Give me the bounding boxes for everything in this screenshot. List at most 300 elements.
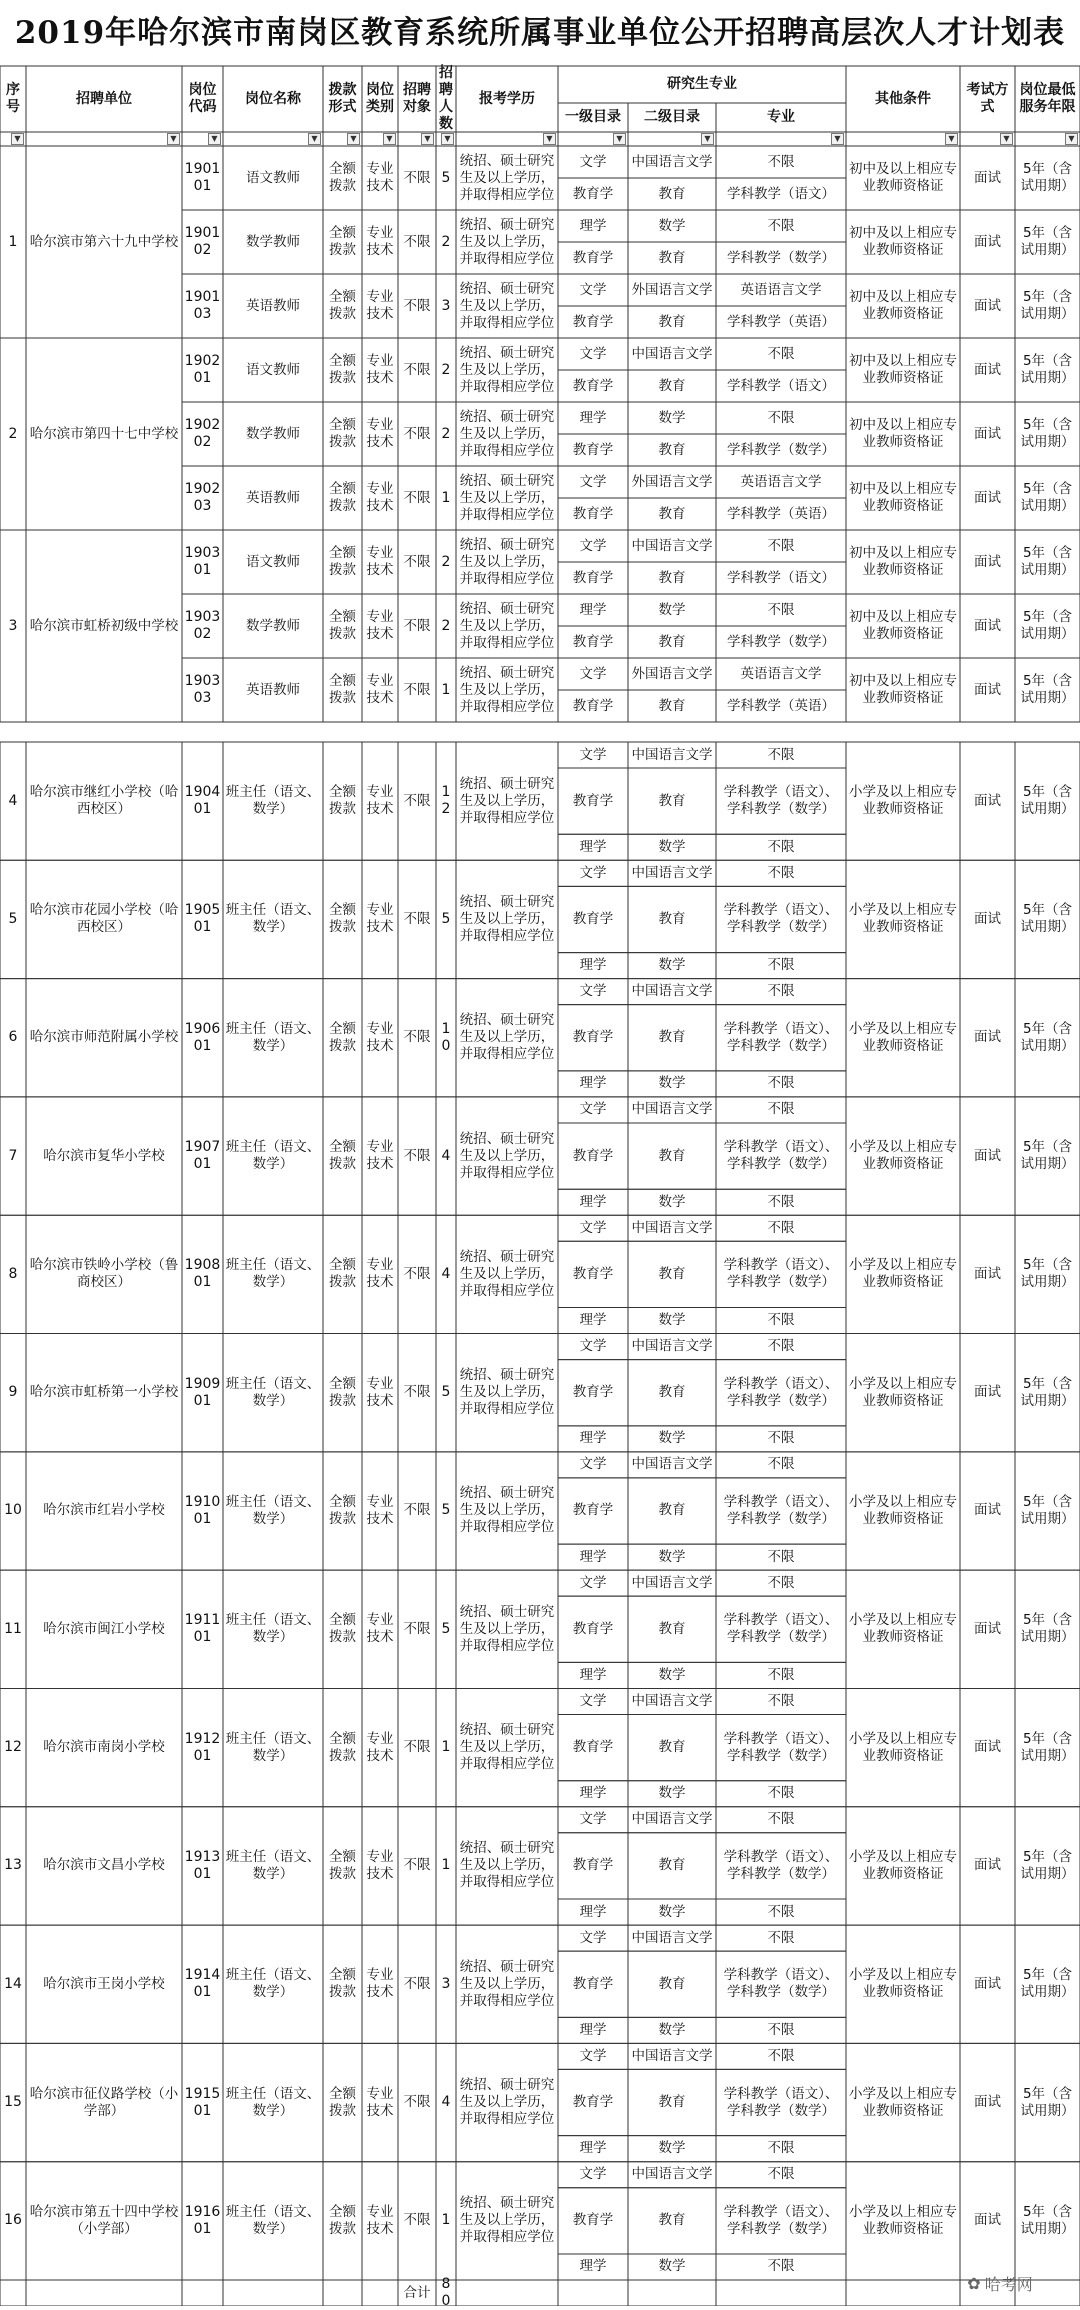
fund-type: 全额拨款 xyxy=(329,1375,356,1409)
post-type: 专业技术 xyxy=(366,545,394,578)
row-unit: 哈尔滨市复华小学校 xyxy=(43,1147,165,1164)
post-type: 专业技术 xyxy=(366,1493,394,1527)
major-detail: 不限 xyxy=(767,1548,795,1565)
major-level1: 文学 xyxy=(579,1929,607,1946)
column-filter-dropdown[interactable]: ▼ xyxy=(208,133,221,145)
major-detail: 不限 xyxy=(767,2258,795,2275)
fund-type: 全额拨款 xyxy=(329,1020,356,1054)
post-type: 专业技术 xyxy=(366,609,394,642)
row-seq: 3 xyxy=(8,617,18,634)
header-fund: 拨款形式 xyxy=(328,82,357,115)
major-level2: 数学 xyxy=(658,957,686,974)
recruit-target: 不限 xyxy=(403,425,431,442)
post-name: 班主任（语文、数学） xyxy=(225,1020,321,1054)
exam-method: 面试 xyxy=(974,361,1001,378)
recruit-target: 不限 xyxy=(403,792,431,809)
education-requirement: 统招、硕士研究生及以上学历，并取得相应学位 xyxy=(459,1722,555,1773)
major-level2: 数学 xyxy=(658,601,686,618)
recruit-count: 10 xyxy=(441,1020,451,1054)
recruit-target: 不限 xyxy=(403,169,431,186)
major-detail: 学科教学（语文）、学科教学（数学） xyxy=(723,2203,839,2237)
recruit-count: 5 xyxy=(441,169,451,186)
recruit-count: 5 xyxy=(441,1620,451,1637)
education-requirement: 统招、硕士研究生及以上学历，并取得相应学位 xyxy=(459,1130,555,1181)
exam-method: 面试 xyxy=(974,1502,1001,1519)
row-unit: 哈尔滨市花园小学校（哈西校区） xyxy=(29,902,179,936)
post-type: 专业技术 xyxy=(366,481,394,514)
major-detail: 学科教学（数学） xyxy=(727,441,835,458)
recruit-target: 不限 xyxy=(403,1975,431,1992)
post-name: 语文教师 xyxy=(246,169,300,186)
row-seq: 7 xyxy=(8,1147,18,1164)
min-service-years: 5年（含试用期） xyxy=(1020,1375,1075,1409)
recruit-count: 5 xyxy=(441,1384,451,1401)
other-requirement: 初中及以上相应专业教师资格证 xyxy=(849,673,957,706)
fund-type: 全额拨款 xyxy=(329,417,356,450)
major-detail: 学科教学（英语） xyxy=(727,697,835,714)
column-filter-dropdown[interactable]: ▼ xyxy=(1065,133,1078,145)
major-level2: 数学 xyxy=(658,2021,686,2038)
major-level2: 数学 xyxy=(658,1430,686,1447)
major-level1: 理学 xyxy=(579,1666,607,1683)
other-requirement: 初中及以上相应专业教师资格证 xyxy=(849,289,957,322)
major-level2: 中国语言文学 xyxy=(631,1338,713,1355)
row-seq: 8 xyxy=(8,1265,18,1282)
post-name: 班主任（语文、数学） xyxy=(225,1967,321,2001)
major-level2: 数学 xyxy=(658,1548,686,1565)
major-level1: 教育学 xyxy=(572,1147,614,1164)
major-level2: 中国语言文学 xyxy=(631,2166,713,2183)
recruit-count: 3 xyxy=(441,297,451,314)
column-filter-dropdown[interactable]: ▼ xyxy=(347,133,360,145)
other-requirement: 小学及以上相应专业教师资格证 xyxy=(849,902,957,936)
other-requirement: 初中及以上相应专业教师资格证 xyxy=(849,609,957,642)
column-filter-dropdown[interactable]: ▼ xyxy=(701,133,714,145)
major-level2: 中国语言文学 xyxy=(631,746,713,763)
column-filter-dropdown[interactable]: ▼ xyxy=(383,133,396,145)
fund-type: 全额拨款 xyxy=(329,609,356,642)
post-name: 班主任（语文、数学） xyxy=(225,1730,321,1764)
major-level1: 理学 xyxy=(579,217,607,234)
header-count: 招聘人数 xyxy=(439,65,453,132)
major-level2: 外国语言文学 xyxy=(631,473,713,490)
recruit-target: 不限 xyxy=(403,1620,431,1637)
column-filter-dropdown[interactable]: ▼ xyxy=(308,133,321,145)
major-level2: 数学 xyxy=(658,2140,686,2157)
exam-method: 面试 xyxy=(974,2212,1001,2229)
major-level2: 教育 xyxy=(658,1857,686,1874)
column-filter-dropdown[interactable]: ▼ xyxy=(945,133,958,145)
major-level2: 教育 xyxy=(658,1147,686,1164)
recruit-target: 不限 xyxy=(403,681,431,698)
major-detail: 英语语言文学 xyxy=(740,665,822,682)
major-level1: 教育学 xyxy=(572,1857,614,1874)
exam-method: 面试 xyxy=(974,1620,1001,1637)
header-post: 岗位名称 xyxy=(245,90,301,107)
other-requirement: 小学及以上相应专业教师资格证 xyxy=(849,2085,957,2119)
fund-type: 全额拨款 xyxy=(329,225,356,258)
row-seq: 10 xyxy=(4,1502,22,1519)
education-requirement: 统招、硕士研究生及以上学历，并取得相应学位 xyxy=(459,344,555,395)
min-service-years: 5年（含试用期） xyxy=(1020,1967,1075,2001)
fund-type: 全额拨款 xyxy=(329,353,356,386)
major-level1: 教育学 xyxy=(572,1620,614,1637)
column-filter-dropdown[interactable]: ▼ xyxy=(441,133,454,145)
min-service-years: 5年（含试用期） xyxy=(1020,2085,1075,2119)
other-requirement: 初中及以上相应专业教师资格证 xyxy=(849,417,957,450)
post-code: 190601 xyxy=(184,1020,221,1054)
major-detail: 不限 xyxy=(767,217,795,234)
post-type: 专业技术 xyxy=(366,417,394,450)
post-code: 190203 xyxy=(184,481,221,514)
post-name: 班主任（语文、数学） xyxy=(225,1375,321,1409)
post-code: 190201 xyxy=(184,353,221,386)
major-level2: 教育 xyxy=(658,377,686,394)
major-level2: 数学 xyxy=(658,1666,686,1683)
post-type: 专业技术 xyxy=(366,1375,394,1409)
major-level2: 教育 xyxy=(658,792,686,809)
major-level1: 教育学 xyxy=(572,1739,614,1756)
page-title: 2019年哈尔滨市南岗区教育系统所属事业单位公开招聘高层次人才计划表 xyxy=(14,15,1066,51)
row-unit: 哈尔滨市闽江小学校 xyxy=(43,1620,165,1637)
major-level2: 教育 xyxy=(658,2094,686,2111)
row-seq: 2 xyxy=(8,425,18,442)
row-unit: 哈尔滨市南岗小学校 xyxy=(43,1739,165,1756)
education-requirement: 统招、硕士研究生及以上学历，并取得相应学位 xyxy=(459,216,555,267)
major-detail: 学科教学（数学） xyxy=(727,633,835,650)
major-detail: 不限 xyxy=(767,1692,795,1709)
post-name: 语文教师 xyxy=(246,553,300,570)
major-detail: 不限 xyxy=(767,1430,795,1447)
post-code: 190101 xyxy=(184,161,221,194)
post-code: 190701 xyxy=(184,1139,221,1173)
recruit-count: 5 xyxy=(441,1502,451,1519)
post-name: 数学教师 xyxy=(246,425,300,442)
major-level2: 数学 xyxy=(658,217,686,234)
major-level2: 数学 xyxy=(658,1785,686,1802)
min-service-years: 5年（含试用期） xyxy=(1020,609,1075,642)
major-level1: 教育学 xyxy=(572,2212,614,2229)
major-level1: 文学 xyxy=(579,281,607,298)
major-level1: 文学 xyxy=(579,1811,607,1828)
recruit-target: 不限 xyxy=(403,233,431,250)
education-requirement: 统招、硕士研究生及以上学历，并取得相应学位 xyxy=(459,1367,555,1418)
major-detail: 不限 xyxy=(767,1193,795,1210)
fund-type: 全额拨款 xyxy=(329,1139,356,1173)
header-unit: 招聘单位 xyxy=(76,90,132,107)
major-level1: 理学 xyxy=(579,1193,607,1210)
recruit-count: 1 xyxy=(441,2212,451,2229)
major-level1: 教育学 xyxy=(572,1975,614,1992)
recruit-count: 1 xyxy=(441,681,451,698)
major-detail: 不限 xyxy=(767,864,795,881)
major-level2: 外国语言文学 xyxy=(631,665,713,682)
recruit-target: 不限 xyxy=(403,1147,431,1164)
major-detail: 不限 xyxy=(767,409,795,426)
major-level1: 文学 xyxy=(579,1338,607,1355)
major-level1: 理学 xyxy=(579,1548,607,1565)
post-name: 班主任（语文、数学） xyxy=(225,1257,321,1291)
major-level1: 文学 xyxy=(579,473,607,490)
post-code: 190301 xyxy=(184,545,221,578)
exam-method: 面试 xyxy=(974,1857,1001,1874)
education-requirement: 统招、硕士研究生及以上学历，并取得相应学位 xyxy=(459,1603,555,1654)
exam-method: 面试 xyxy=(974,297,1001,314)
post-type: 专业技术 xyxy=(366,673,394,706)
major-level2: 数学 xyxy=(658,409,686,426)
recruit-target: 不限 xyxy=(403,617,431,634)
recruit-target: 不限 xyxy=(403,1384,431,1401)
education-requirement: 统招、硕士研究生及以上学历，并取得相应学位 xyxy=(459,152,555,203)
min-service-years: 5年（含试用期） xyxy=(1020,1257,1075,1291)
post-name: 班主任（语文、数学） xyxy=(225,1493,321,1527)
min-service-years: 5年（含试用期） xyxy=(1020,784,1075,818)
fund-type: 全额拨款 xyxy=(329,289,356,322)
post-name: 班主任（语文、数学） xyxy=(225,1139,321,1173)
column-filter-dropdown[interactable]: ▼ xyxy=(167,133,180,145)
education-requirement: 统招、硕士研究生及以上学历，并取得相应学位 xyxy=(459,893,555,944)
major-level1: 教育学 xyxy=(572,792,614,809)
row-unit: 哈尔滨市文昌小学校 xyxy=(43,1857,165,1874)
major-detail: 学科教学（英语） xyxy=(727,313,835,330)
column-filter-dropdown[interactable]: ▼ xyxy=(543,133,556,145)
recruit-count: 12 xyxy=(441,784,451,818)
row-seq: 12 xyxy=(4,1739,22,1756)
post-code: 191101 xyxy=(184,1612,221,1646)
row-unit: 哈尔滨市第五十四中学校（小学部） xyxy=(29,2203,179,2237)
major-level1: 文学 xyxy=(579,153,607,170)
recruit-target: 不限 xyxy=(403,1265,431,1282)
major-level1: 教育学 xyxy=(572,1029,614,1046)
recruit-target: 不限 xyxy=(403,2212,431,2229)
watermark-text: 哈考网 xyxy=(984,2274,1033,2294)
fund-type: 全额拨款 xyxy=(329,545,356,578)
row-unit: 哈尔滨市虹桥第一小学校 xyxy=(29,1384,179,1401)
header-years: 岗位最低服务年限 xyxy=(1019,82,1076,115)
major-detail: 不限 xyxy=(767,1101,795,1118)
education-requirement: 统招、硕士研究生及以上学历，并取得相应学位 xyxy=(459,280,555,331)
min-service-years: 5年（含试用期） xyxy=(1020,1612,1075,1646)
other-requirement: 初中及以上相应专业教师资格证 xyxy=(849,481,957,514)
min-service-years: 5年（含试用期） xyxy=(1020,289,1075,322)
recruit-target: 不限 xyxy=(403,1029,431,1046)
major-level2: 教育 xyxy=(658,910,686,927)
row-seq: 13 xyxy=(4,1857,22,1874)
other-requirement: 初中及以上相应专业教师资格证 xyxy=(849,225,957,258)
recruit-count: 2 xyxy=(441,233,451,250)
major-level1: 教育学 xyxy=(572,185,614,202)
min-service-years: 5年（含试用期） xyxy=(1020,902,1075,936)
education-requirement: 统招、硕士研究生及以上学历，并取得相应学位 xyxy=(459,664,555,715)
major-detail: 学科教学（语文）、学科教学（数学） xyxy=(723,1139,839,1173)
major-detail: 学科教学（语文）、学科教学（数学） xyxy=(723,784,839,818)
post-code: 191201 xyxy=(184,1730,221,1764)
post-name: 英语教师 xyxy=(246,297,300,314)
major-level1: 教育学 xyxy=(572,910,614,927)
recruit-count: 5 xyxy=(441,910,451,927)
major-level1: 教育学 xyxy=(572,505,614,522)
education-requirement: 统招、硕士研究生及以上学历，并取得相应学位 xyxy=(459,775,555,826)
major-level1: 文学 xyxy=(579,345,607,362)
header-major: 专业 xyxy=(767,109,795,125)
row-seq: 6 xyxy=(8,1029,18,1046)
major-level1: 理学 xyxy=(579,1903,607,1920)
major-level2: 教育 xyxy=(658,1265,686,1282)
recruit-target: 不限 xyxy=(403,910,431,927)
major-level1: 文学 xyxy=(579,2047,607,2064)
major-level1: 文学 xyxy=(579,537,607,554)
major-level2: 教育 xyxy=(658,1384,686,1401)
major-level2: 教育 xyxy=(658,1739,686,1756)
header-target: 招聘对象 xyxy=(403,82,431,115)
min-service-years: 5年（含试用期） xyxy=(1020,1139,1075,1173)
recruit-target: 不限 xyxy=(403,1739,431,1756)
major-level2: 中国语言文学 xyxy=(631,537,713,554)
major-detail: 不限 xyxy=(767,1811,795,1828)
major-detail: 不限 xyxy=(767,2166,795,2183)
exam-method: 面试 xyxy=(974,553,1001,570)
education-requirement: 统招、硕士研究生及以上学历，并取得相应学位 xyxy=(459,2195,555,2246)
header-seq: 序号 xyxy=(6,82,20,115)
major-detail: 不限 xyxy=(767,1666,795,1683)
row-seq: 9 xyxy=(8,1384,18,1401)
other-requirement: 小学及以上相应专业教师资格证 xyxy=(849,1730,957,1764)
row-seq: 5 xyxy=(8,910,18,927)
major-level2: 中国语言文学 xyxy=(631,1456,713,1473)
education-requirement: 统招、硕士研究生及以上学历，并取得相应学位 xyxy=(459,600,555,651)
major-level2: 教育 xyxy=(658,697,686,714)
major-detail: 不限 xyxy=(767,1312,795,1328)
post-code: 191001 xyxy=(184,1493,221,1527)
major-level1: 教育学 xyxy=(572,1384,614,1401)
major-detail: 不限 xyxy=(767,1785,795,1802)
major-detail: 不限 xyxy=(767,983,795,1000)
recruit-count: 4 xyxy=(441,1147,451,1164)
header-level2: 二级目录 xyxy=(644,109,700,125)
column-filter-dropdown[interactable]: ▼ xyxy=(421,133,434,145)
exam-method: 面试 xyxy=(974,681,1001,698)
major-level1: 理学 xyxy=(579,601,607,618)
post-code: 191301 xyxy=(184,1848,221,1882)
major-level2: 数学 xyxy=(658,838,686,855)
post-code: 191401 xyxy=(184,1967,221,2001)
min-service-years: 5年（含试用期） xyxy=(1020,1493,1075,1527)
exam-method: 面试 xyxy=(974,169,1001,186)
education-requirement: 统招、硕士研究生及以上学历，并取得相应学位 xyxy=(459,408,555,459)
min-service-years: 5年（含试用期） xyxy=(1020,673,1075,706)
post-type: 专业技术 xyxy=(366,1257,394,1291)
major-level1: 文学 xyxy=(579,665,607,682)
post-type: 专业技术 xyxy=(366,1848,394,1882)
major-detail: 学科教学（语文）、学科教学（数学） xyxy=(723,2085,839,2119)
total-label: 合计 xyxy=(403,2284,431,2301)
major-level1: 文学 xyxy=(579,864,607,881)
fund-type: 全额拨款 xyxy=(329,481,356,514)
post-name: 班主任（语文、数学） xyxy=(225,902,321,936)
exam-method: 面试 xyxy=(974,233,1001,250)
post-code: 190901 xyxy=(184,1375,221,1409)
post-code: 190801 xyxy=(184,1257,221,1291)
post-type: 专业技术 xyxy=(366,225,394,258)
post-type: 专业技术 xyxy=(366,2085,394,2119)
major-detail: 不限 xyxy=(767,838,795,855)
row-unit: 哈尔滨市虹桥初级中学校 xyxy=(29,617,179,634)
major-level1: 文学 xyxy=(579,1692,607,1709)
row-unit: 哈尔滨市王岗小学校 xyxy=(43,1975,165,1992)
header-level1: 一级目录 xyxy=(565,109,621,125)
min-service-years: 5年（含试用期） xyxy=(1020,2203,1075,2237)
post-code: 190102 xyxy=(184,225,221,258)
post-name: 英语教师 xyxy=(246,489,300,506)
education-requirement: 统招、硕士研究生及以上学历，并取得相应学位 xyxy=(459,1958,555,2009)
post-name: 班主任（语文、数学） xyxy=(225,2203,321,2237)
major-detail: 学科教学（语文）、学科教学（数学） xyxy=(723,1730,839,1764)
education-requirement: 统招、硕士研究生及以上学历，并取得相应学位 xyxy=(459,1485,555,1536)
major-level2: 中国语言文学 xyxy=(631,1574,713,1591)
row-seq: 16 xyxy=(4,2212,22,2229)
wechat-icon: ✿ xyxy=(967,2273,981,2293)
header-other: 其他条件 xyxy=(875,90,931,107)
major-detail: 学科教学（英语） xyxy=(727,505,835,522)
major-level2: 教育 xyxy=(658,185,686,202)
major-detail: 不限 xyxy=(767,1929,795,1946)
exam-method: 面试 xyxy=(974,1975,1001,1992)
major-level1: 理学 xyxy=(579,957,607,974)
post-type: 专业技术 xyxy=(366,1139,394,1173)
row-seq: 1 xyxy=(8,233,18,250)
major-level2: 数学 xyxy=(658,1075,686,1092)
major-level1: 理学 xyxy=(579,1430,607,1447)
major-level2: 教育 xyxy=(658,1975,686,1992)
column-filter-dropdown[interactable]: ▼ xyxy=(831,133,844,145)
row-seq: 15 xyxy=(4,2094,22,2111)
major-level1: 文学 xyxy=(579,1574,607,1591)
major-detail: 学科教学（语文）、学科教学（数学） xyxy=(723,1967,839,2001)
other-requirement: 初中及以上相应专业教师资格证 xyxy=(849,545,957,578)
major-detail: 不限 xyxy=(767,153,795,170)
min-service-years: 5年（含试用期） xyxy=(1020,417,1075,450)
major-level2: 教育 xyxy=(658,441,686,458)
major-detail: 不限 xyxy=(767,2021,795,2038)
post-type: 专业技术 xyxy=(366,161,394,194)
major-detail: 学科教学（语文）、学科教学（数学） xyxy=(723,1848,839,1882)
recruit-count: 4 xyxy=(441,2094,451,2111)
major-detail: 学科教学（语文）、学科教学（数学） xyxy=(723,902,839,936)
recruit-count: 1 xyxy=(441,1857,451,1874)
column-filter-dropdown[interactable]: ▼ xyxy=(613,133,626,145)
recruit-target: 不限 xyxy=(403,361,431,378)
post-type: 专业技术 xyxy=(366,902,394,936)
fund-type: 全额拨款 xyxy=(329,673,356,706)
major-level2: 外国语言文学 xyxy=(631,281,713,298)
fund-type: 全额拨款 xyxy=(329,902,356,936)
post-code: 190103 xyxy=(184,289,221,322)
min-service-years: 5年（含试用期） xyxy=(1020,353,1075,386)
major-level2: 中国语言文学 xyxy=(631,1692,713,1709)
row-seq: 14 xyxy=(4,1975,22,1992)
other-requirement: 小学及以上相应专业教师资格证 xyxy=(849,1375,957,1409)
major-detail: 不限 xyxy=(767,2047,795,2064)
major-detail: 学科教学（语文）、学科教学（数学） xyxy=(723,1020,839,1054)
row-unit: 哈尔滨市征仪路学校（小学部） xyxy=(29,2085,179,2119)
major-level2: 教育 xyxy=(658,313,686,330)
row-seq: 4 xyxy=(8,792,18,809)
post-name: 班主任（语文、数学） xyxy=(225,1612,321,1646)
column-filter-dropdown[interactable]: ▼ xyxy=(11,133,24,145)
column-filter-dropdown[interactable]: ▼ xyxy=(1000,133,1013,145)
recruit-count: 3 xyxy=(441,1975,451,1992)
education-requirement: 统招、硕士研究生及以上学历，并取得相应学位 xyxy=(459,2077,555,2128)
